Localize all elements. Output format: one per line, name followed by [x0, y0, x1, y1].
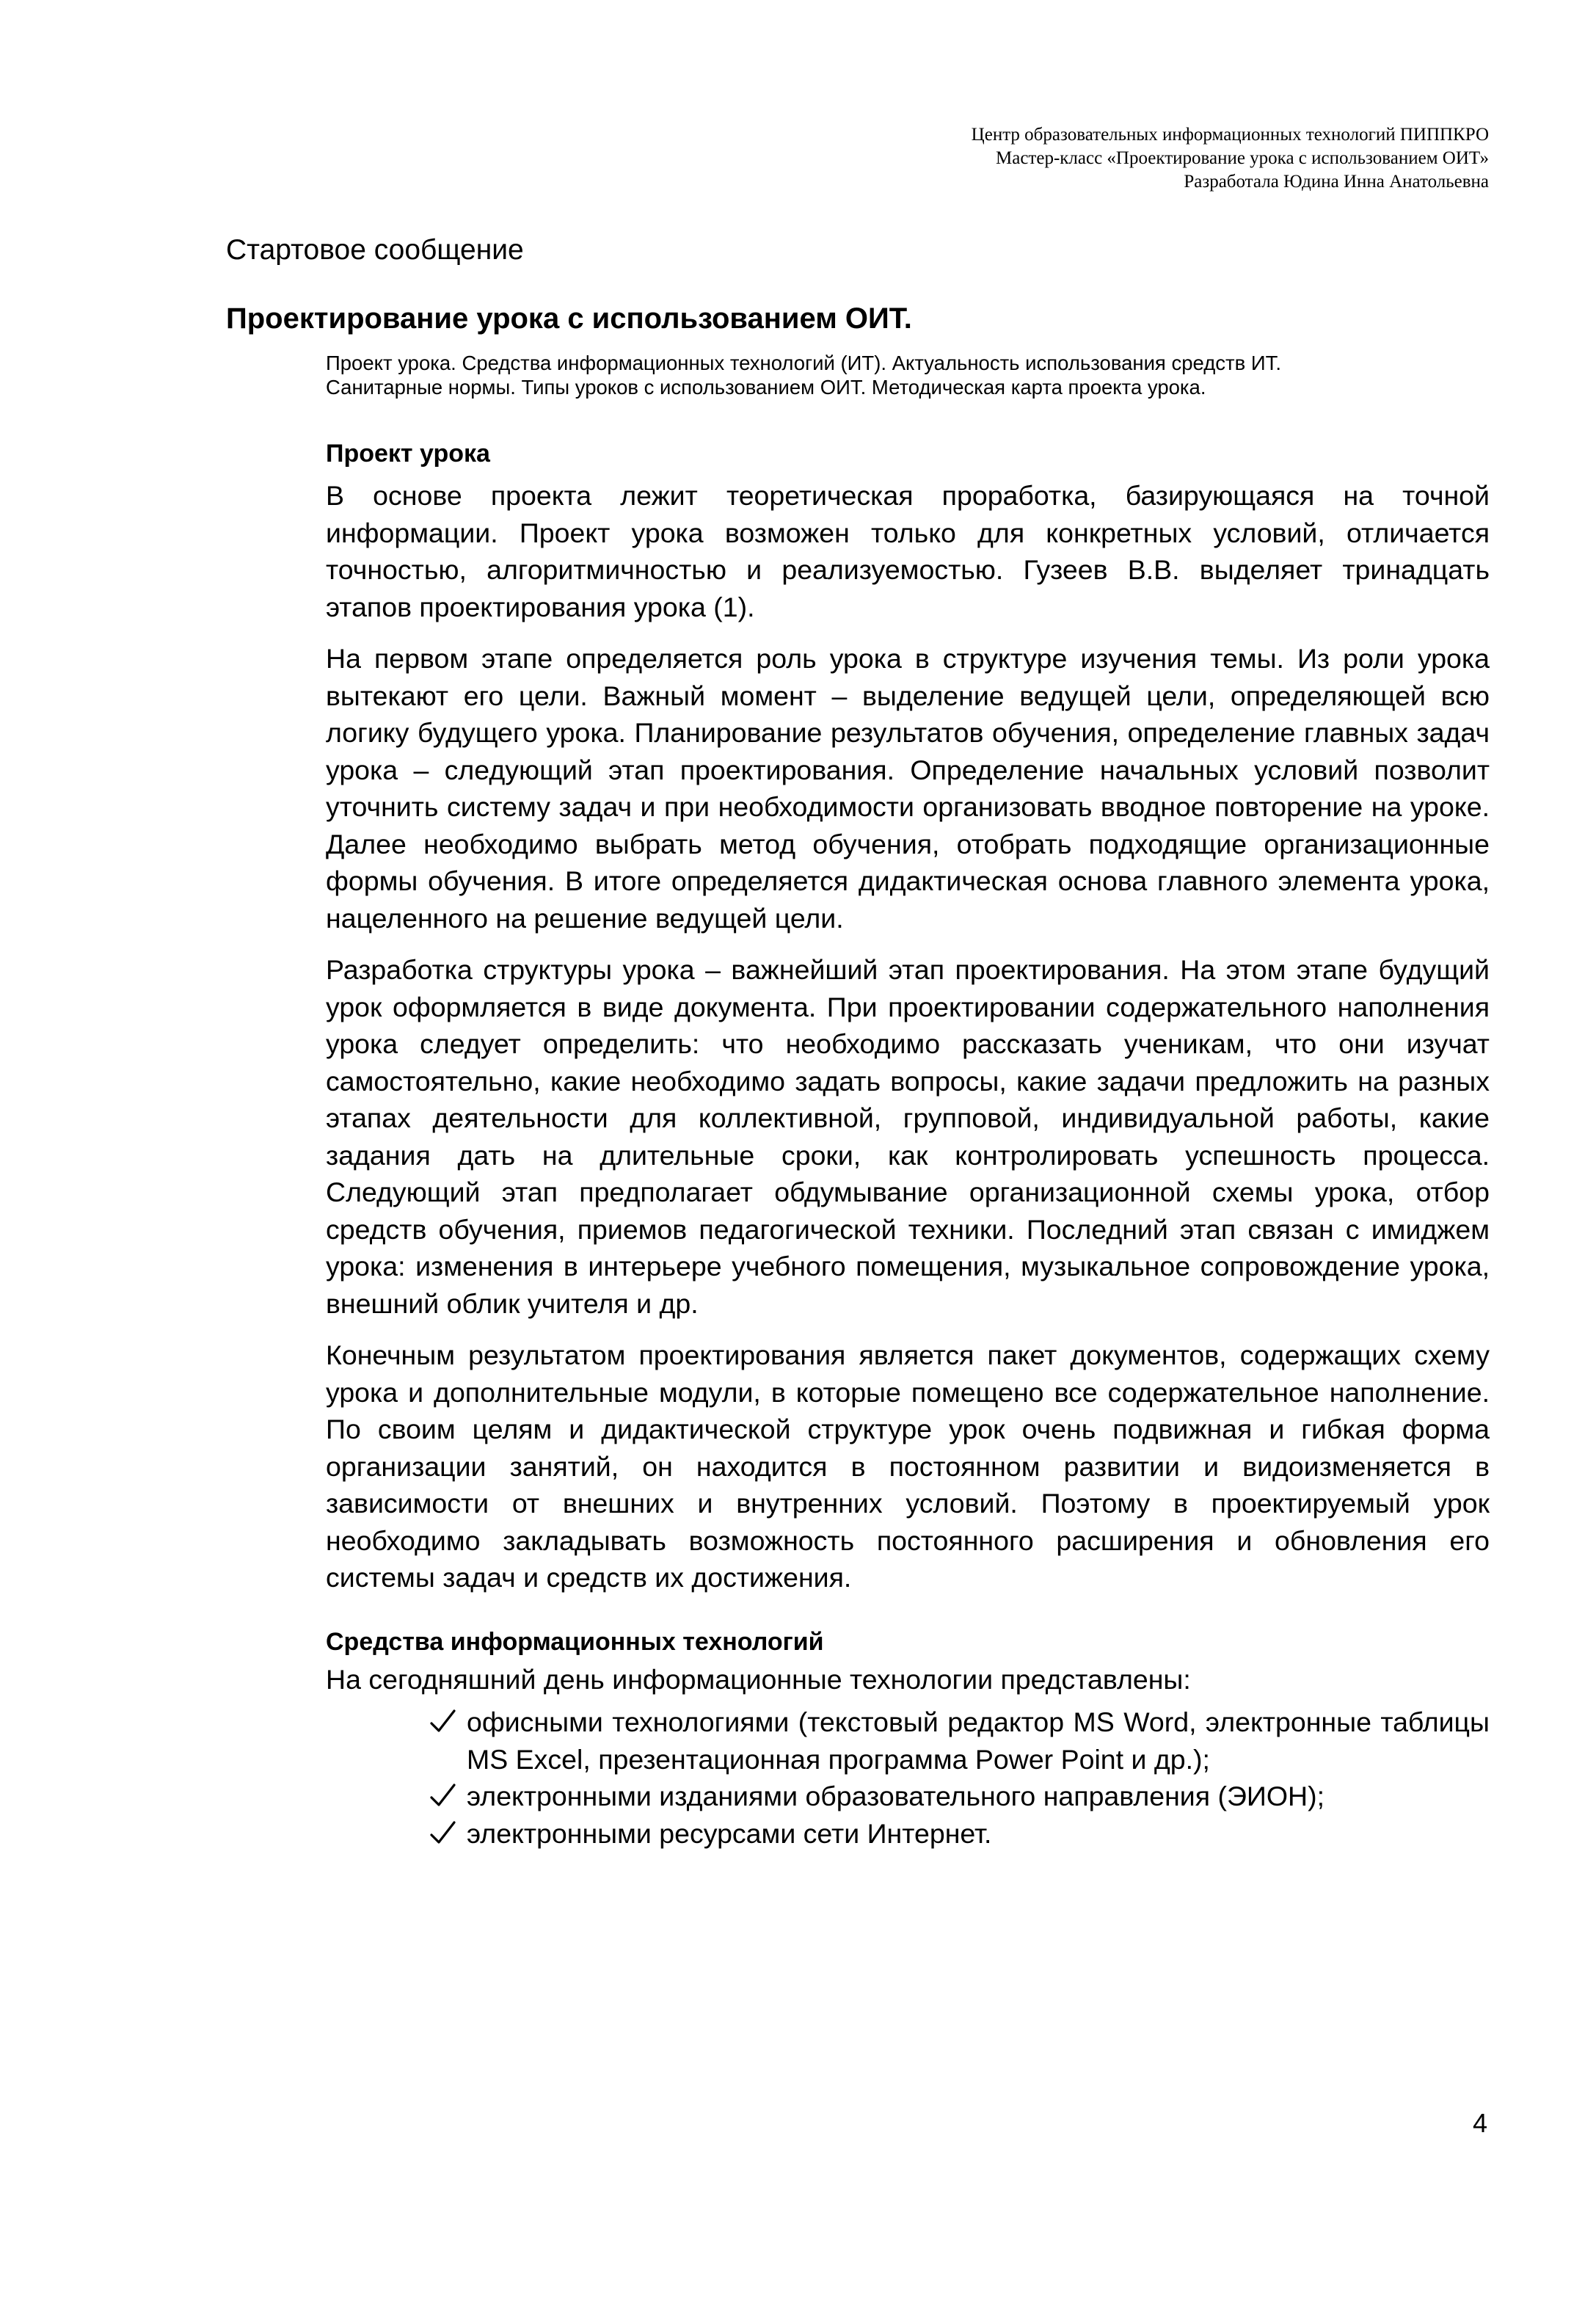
paragraph-structure-development: Разработка структуры урока – важнейший этап проектирования. На этом этапе будущий урок оформляется в виде документа. При проектировании содержательного наполнения урока следует определить: что необходимо рассказать ученикам, что они изучат самостоятельно, какие необходимо задать вопросы, какие задачи предложить на разных этапах деятельности для коллективной, групповой, индивидуальной работы, какие задания дать на длительные сроки, как контролировать успешность процесса. Следующий этап предполагает обдумывание организационной схемы урока, отбор средств обучения, приемов педагогической техники. Последний этап связан с имиджем урока: изменения в интерьере учебного помещения, музыкальное сопровождение урока, внешний облик учителя и др.	[326, 954, 1490, 1319]
it-tools-intro: На сегодняшний день информационные технологии представлены:	[326, 1663, 1191, 1695]
list-item-text: офисными технологиями (текстовый редактор MS Word, электронные таблицы MS Excel, презентационная программа Power Point и др.);	[467, 1706, 1490, 1775]
list-item	[326, 1778, 1490, 1815]
summary-line-1: Проект урока. Средства информационных технологий (ИТ). Актуальность использования средств ИТ.	[326, 352, 1281, 374]
paragraph-final-result: Конечным результатом проектирования является пакет документов, содержащих схему урока и дополнительные модули, в которые помещено все содержательное наполнение. По своим целям и дидактической структуре урок очень подвижная и гибкая форма организации занятий, он находится в постоянном развитии и видоизменяется в зависимости от внешних и внутренних условий. Поэтому в проектируемый урок необходимо закладывать возможность постоянного расширения и обновления его системы задач и средств их достижения.	[326, 1339, 1490, 1593]
page-number: 4	[1472, 2108, 1487, 2138]
main-content	[326, 439, 1490, 1852]
section-heading-lesson-project: Проект урока	[326, 440, 490, 468]
summary-line-2: Санитарные нормы. Типы уроков с использованием ОИТ. Методическая карта проекта урока.	[326, 376, 1206, 399]
paragraph-first-stage: На первом этапе определяется роль урока в структуре изучения темы. Из роли урока вытекают его цели. Важный момент – выделение ведущей цели, определяющей всю логику будущего урока. Планирование результатов обучения, определение главных задач урока – следующий этап проектирования. Определение начальных условий позволит уточнить систему задач и при необходимости организовать вводное повторение на уроке. Далее необходимо выбрать метод обучения, отобрать подходящие организационные формы обучения. В итоге определяется дидактическая основа главного элемента урока, нацеленного на решение ведущей цели.	[326, 643, 1490, 934]
page-title: Проектирование урока с использованием ОИТ.	[226, 302, 912, 335]
checkmark-icon	[429, 1815, 458, 1852]
list-item-text: электронными ресурсами сети Интернет.	[467, 1817, 992, 1849]
header-line-author: Разработала Юдина Инна Анатольевна	[1184, 172, 1489, 192]
list-item	[326, 1815, 1490, 1853]
list-item-text: электронными изданиями образовательного направления (ЭИОН);	[467, 1781, 1325, 1811]
paragraph-project-basis: В основе проекта лежит теоретическая проработка, базирующаяся на точной информации. Проект урока возможен только для конкретных условий, отличается точностью, алгоритмичностью и реализуемостью. Гузеев В.В. выделяет тринадцать этапов проектирования урока (1).	[326, 480, 1490, 622]
section-heading-it-tools: Средства информационных технологий	[326, 1627, 824, 1656]
checkmark-icon	[429, 1704, 458, 1740]
checkmark-icon	[429, 1778, 458, 1814]
start-message-label: Стартовое сообщение	[226, 234, 524, 266]
page-header	[972, 123, 1489, 194]
topic-summary	[326, 351, 1489, 399]
it-tools-list	[326, 1704, 1490, 1852]
header-line-masterclass: Мастер-класс «Проектирование урока с использованием ОИТ»	[996, 148, 1489, 168]
header-line-organization: Центр образовательных информационных технологий ПИППКРО	[971, 125, 1489, 145]
list-item	[326, 1704, 1490, 1778]
